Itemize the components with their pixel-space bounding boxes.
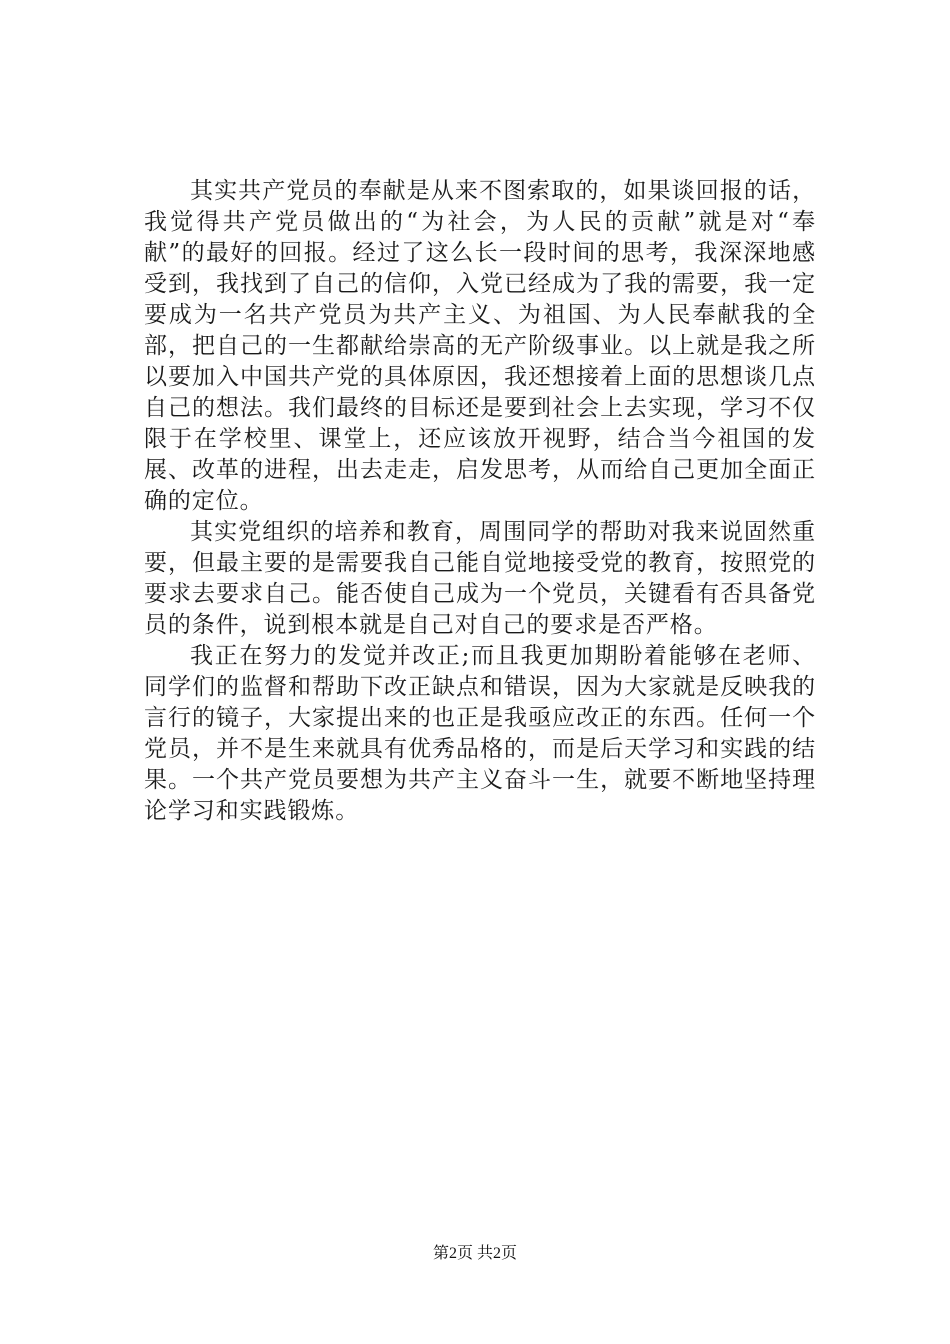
page-footer — [0, 1244, 950, 1264]
paragraph-1: 其实共产党员的奉献是从来不图索取的，如果谈回报的话，我觉得共产党员做出的“为社会，为人民的贡献”就是对“奉献”的最好的回报。经过了这么长一段时间的思考，我深深地感受到，我找到了自己的信仰，入党已经成为了我的需要，我一定要成为一名共产党员为共产主义、为祖国、为人民奉献我的全部，把自己的一生都献给崇高的无产阶级事业。以上就是我之所以要加入中国共产党的具体原因，我还想接着上面的思想谈几点自己的想法。我们最终的目标还是要到社会上去实现，学习不仅限于在学校里、课堂上，还应该放开视野，结合当今祖国的发展、改革的进程，出去走走，启发思考，从而给自己更加全面正确的定位。 — [144, 178, 816, 514]
page-number-label: 第2页 共2页 — [432, 1245, 517, 1262]
paragraph-3: 我正在努力的发觉并改正;而且我更加期盼着能够在老师、同学们的监督和帮助下改正缺点和错误，因为大家就是反映我的言行的镜子，大家提出来的也正是我亟应改正的东西。任何一个党员，并不是生来就具有优秀品格的，而是后天学习和实践的结果。一个共产党员要想为共产主义奋斗一生，就要不断地坚持理论学习和实践锻炼。 — [144, 643, 816, 824]
document-body — [144, 176, 816, 827]
paragraph-2: 其实党组织的培养和教育，周围同学的帮助对我来说固然重要，但最主要的是需要我自己能自觉地接受党的教育，按照党的要求去要求自己。能否使自己成为一个党员，关键看有否具备党员的条件，说到根本就是自己对自己的要求是否严格。 — [144, 519, 816, 638]
